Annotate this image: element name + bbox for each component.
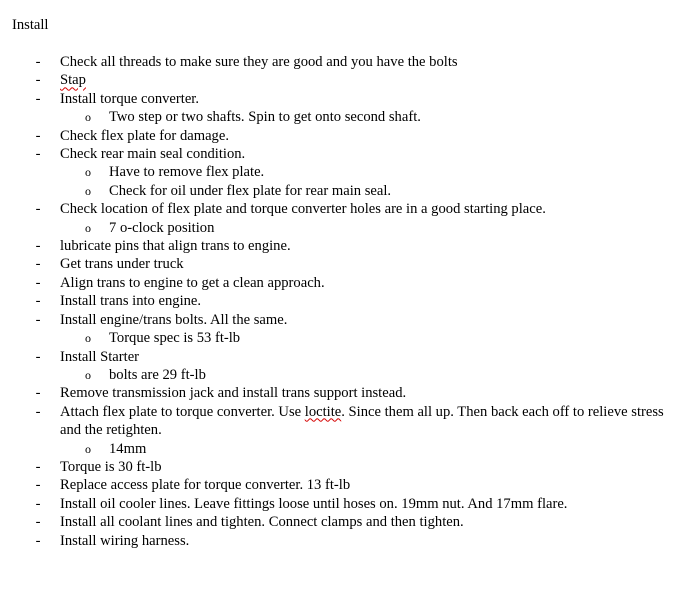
list-item-text: Install trans into engine. — [60, 293, 202, 310]
list-item-text: Check location of flex plate and torque converter holes are in a good starting place. — [60, 201, 546, 218]
dash-bullet: - — [35, 385, 41, 402]
list-item-text: Install wiring harness. — [60, 532, 190, 549]
sub-list-item — [0, 440, 687, 458]
list-item — [0, 458, 687, 476]
list-item — [0, 348, 687, 366]
list-item — [0, 71, 687, 89]
sub-list-item — [0, 329, 687, 347]
list-item-text: Check flex plate for damage. — [60, 127, 229, 144]
list-item — [0, 127, 687, 145]
list-item-text: Have to remove flex plate. — [109, 164, 265, 181]
list-item-text: Remove transmission jack and install trans support instead. — [60, 385, 407, 402]
list-item — [0, 513, 687, 531]
dash-bullet: - — [35, 348, 41, 365]
circle-bullet: o — [85, 441, 91, 456]
list-item — [0, 403, 687, 440]
list-item — [0, 532, 687, 550]
dash-bullet: - — [35, 311, 41, 328]
list-item-text — [60, 403, 665, 440]
dash-bullet: - — [35, 256, 41, 273]
dash-bullet: - — [35, 403, 41, 420]
document-heading: Install — [12, 17, 49, 33]
list-item-text: Torque spec is 53 ft-lb — [109, 330, 241, 347]
dash-bullet: - — [35, 514, 41, 531]
list-item — [0, 145, 687, 163]
sub-list-item — [0, 108, 687, 126]
list-item-text: Install all coolant lines and tighten. Connect clamps and then tighten. — [60, 514, 464, 531]
list-item-text: Install torque converter. — [60, 90, 199, 107]
instruction-list — [0, 53, 687, 550]
list-item-text: Install engine/trans bolts. All the same. — [60, 311, 288, 328]
dash-bullet: - — [35, 54, 41, 70]
list-item — [0, 292, 687, 310]
dash-bullet: - — [35, 146, 41, 163]
list-item-text: Install Starter — [60, 348, 140, 365]
dash-bullet: - — [35, 72, 41, 89]
list-item-text: Align trans to engine to get a clean approach. — [60, 274, 325, 291]
list-item — [0, 311, 687, 329]
list-item — [0, 53, 687, 71]
list-item-text: bolts are 29 ft-lb — [109, 366, 206, 383]
circle-bullet: o — [85, 165, 91, 180]
list-item-text: Torque is 30 ft-lb — [60, 458, 162, 475]
list-item — [0, 384, 687, 402]
sub-list-item — [0, 182, 687, 200]
list-item-text: Check rear main seal condition. — [60, 146, 246, 163]
list-item-text: 14mm — [109, 440, 147, 457]
list-item — [0, 200, 687, 218]
circle-bullet: o — [85, 220, 91, 235]
dash-bullet: - — [35, 127, 41, 144]
list-item-text: Check for oil under flex plate for rear main seal. — [109, 182, 392, 199]
list-item — [0, 476, 687, 494]
dash-bullet: - — [35, 90, 41, 107]
list-item-text: Replace access plate for torque converter. 13 ft-lb — [60, 477, 351, 494]
dash-bullet: - — [35, 274, 41, 291]
list-item-text: Install oil cooler lines. Leave fittings loose until hoses on. 19mm nut. And 17mm flare. — [60, 495, 568, 512]
circle-bullet: o — [85, 367, 91, 382]
list-item — [0, 255, 687, 273]
misspelled-word: loctite — [304, 403, 342, 420]
sub-list-item — [0, 163, 687, 181]
dash-bullet: - — [35, 458, 41, 475]
list-item-text: Get trans under truck — [60, 256, 184, 273]
circle-bullet: o — [85, 110, 91, 125]
list-item-text: lubricate pins that align trans to engine. — [60, 238, 291, 255]
sub-list-item — [0, 219, 687, 237]
list-item — [0, 237, 687, 255]
list-item — [0, 274, 687, 292]
list-item-text: 7 o-clock position — [109, 219, 215, 236]
circle-bullet: o — [85, 331, 91, 346]
text-segment: Attach flex plate to torque converter. Use — [60, 403, 305, 420]
dash-bullet: - — [35, 477, 41, 494]
sub-list-item — [0, 366, 687, 384]
list-item — [0, 90, 687, 108]
list-item-text: Check all threads to make sure they are good and you have the bolts — [60, 54, 458, 70]
text-segment: . Since them all up. Then back each off to relieve stress and the retighten. — [60, 403, 664, 439]
dash-bullet: - — [35, 238, 41, 255]
dash-bullet: - — [35, 201, 41, 218]
list-item-text: Two step or two shafts. Spin to get onto second shaft. — [109, 109, 421, 126]
dash-bullet: - — [35, 293, 41, 310]
circle-bullet: o — [85, 183, 91, 198]
dash-bullet: - — [35, 532, 41, 549]
list-item-text: Stap — [60, 72, 86, 89]
list-item — [0, 495, 687, 513]
dash-bullet: - — [35, 495, 41, 512]
